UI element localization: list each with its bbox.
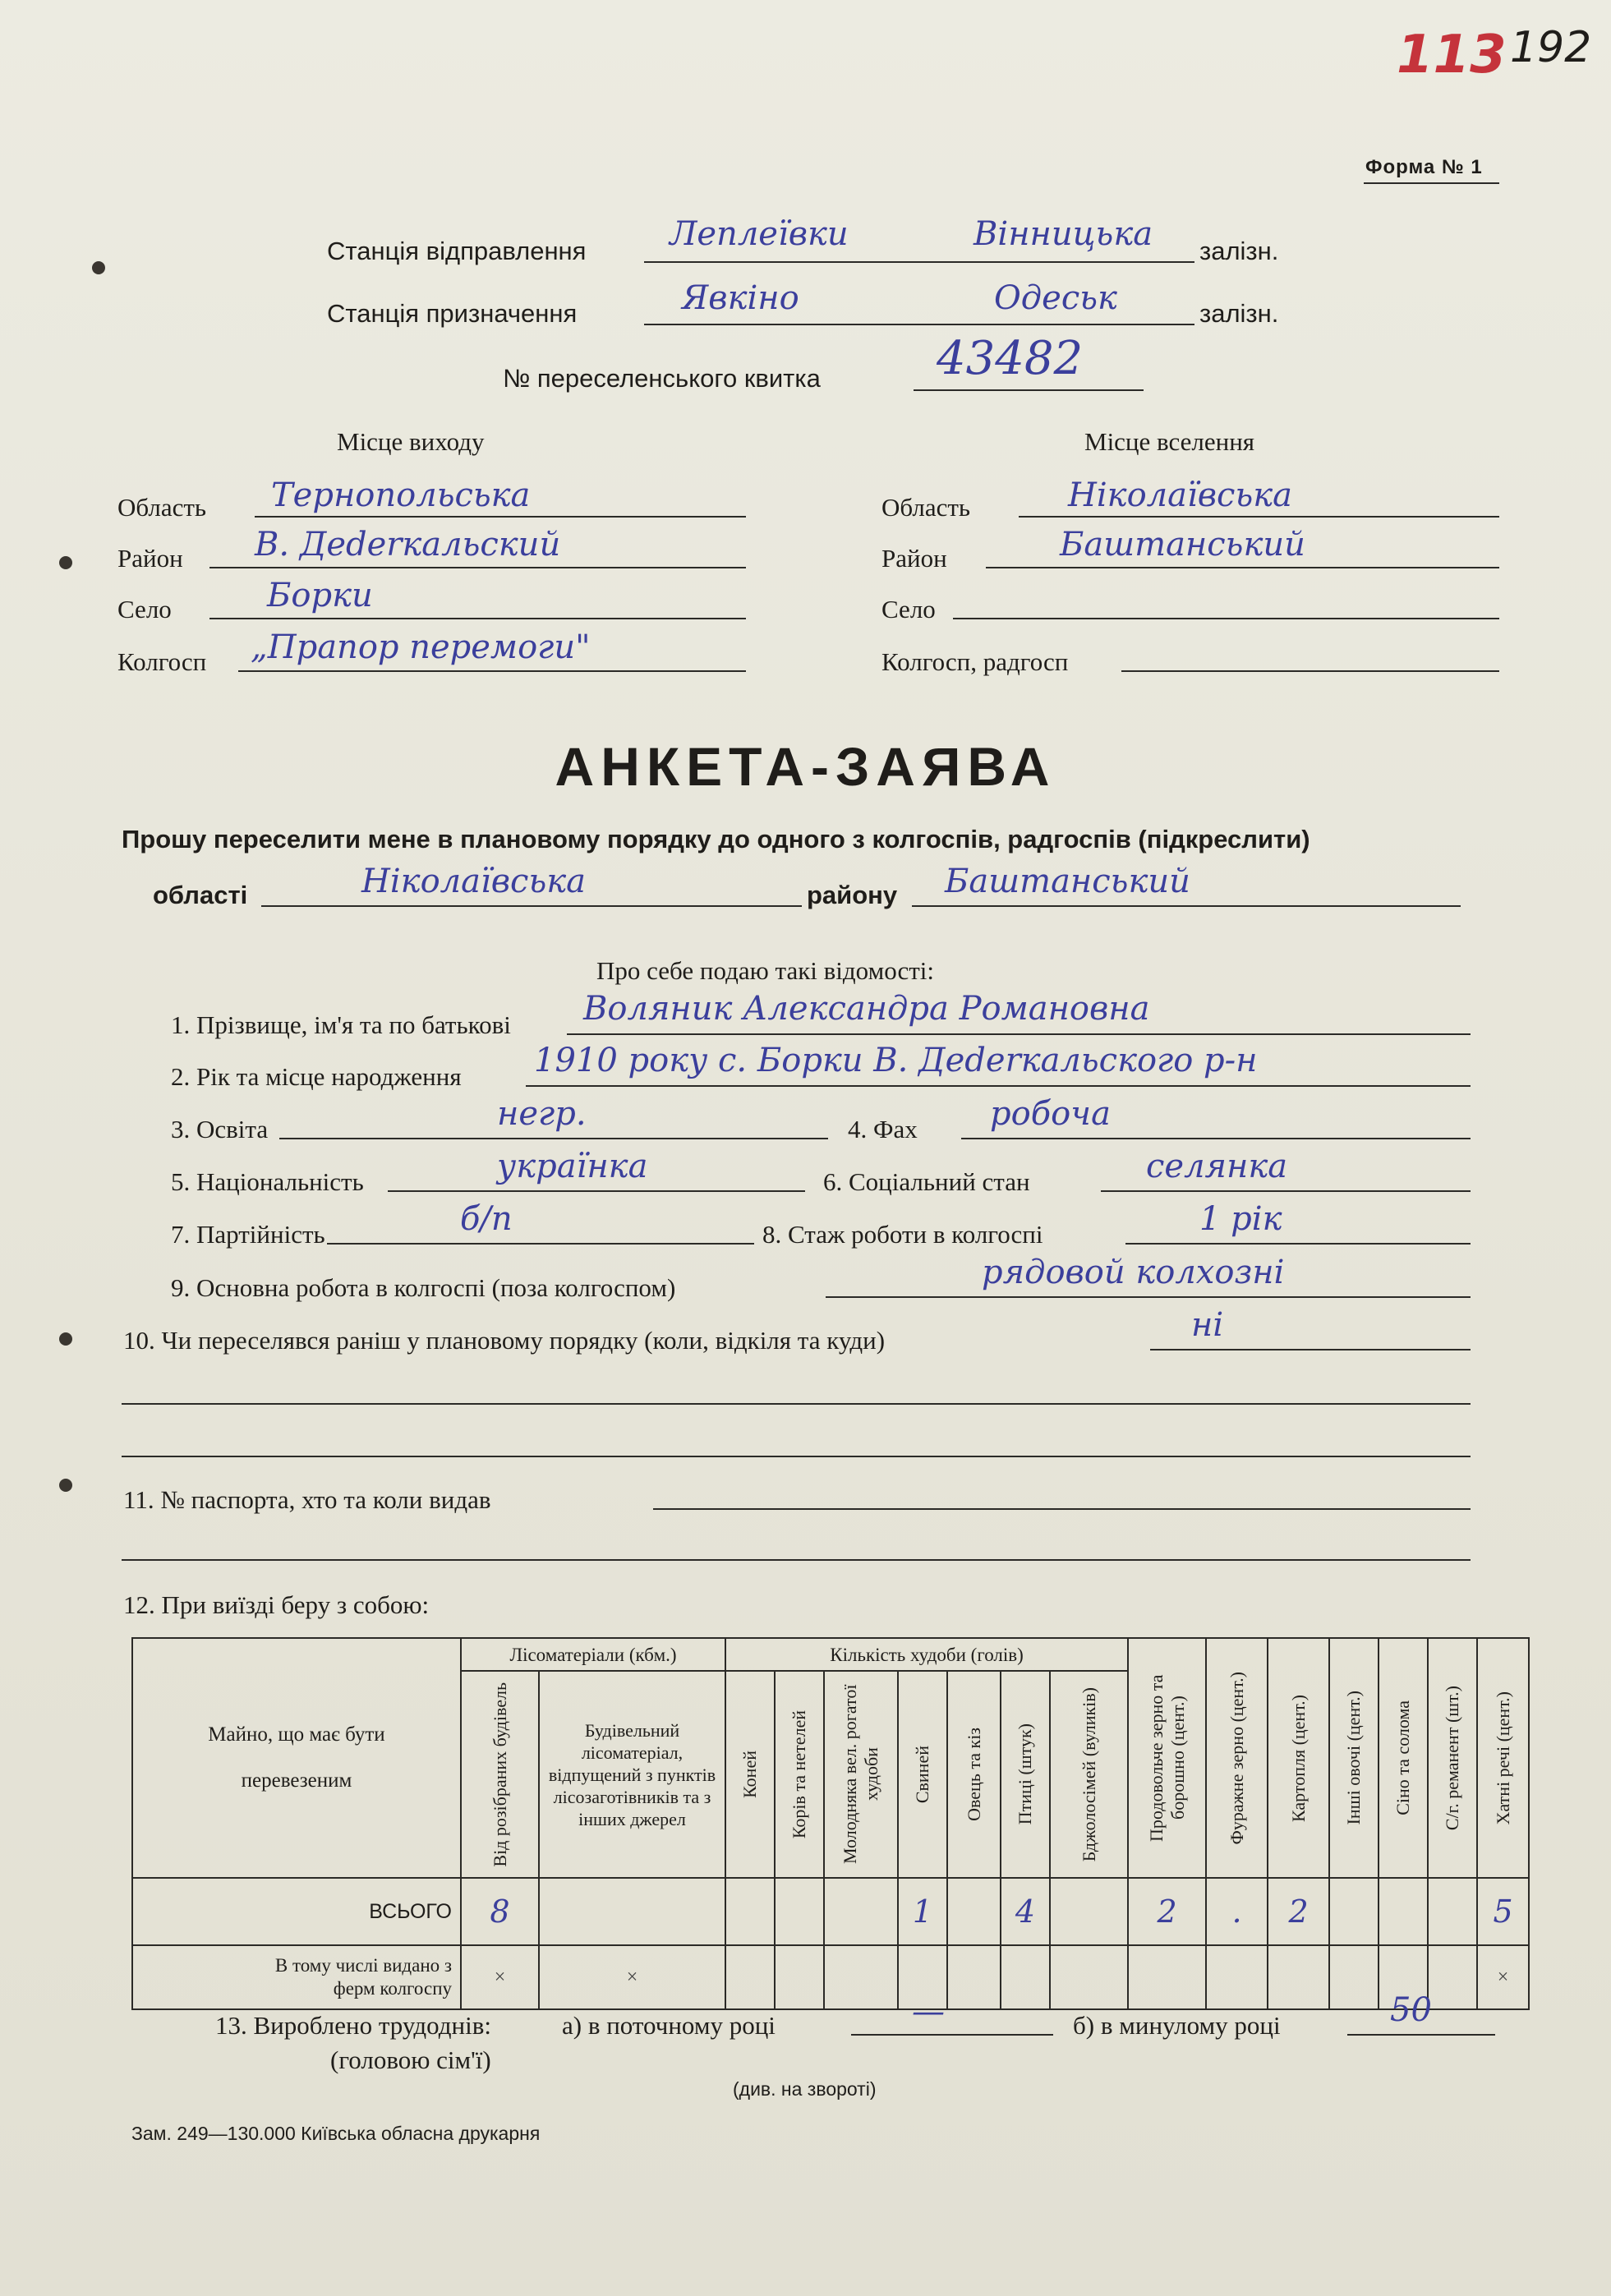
col-header-text: Продовольче зерно та борошно (цент.) [1145,1674,1188,1842]
col-header [1477,1638,1529,1878]
destination-selo-label: Село [881,595,936,623]
table-cell [1329,1878,1379,1945]
punch-hole [59,1332,72,1346]
col-header [824,1671,898,1878]
group-timber-header [461,1638,725,1671]
field-1-line [567,1033,1471,1035]
field-7-line [327,1243,754,1245]
request-raion-label: району [807,881,898,909]
table-row-farm [132,1945,1529,2009]
table-cell [539,1878,725,1945]
table-cell [947,1878,1001,1945]
col-header-text: Фуражне зерно (цент.) [1226,1671,1247,1845]
railway-suffix: залізн. [1199,237,1279,265]
table-cell [824,1878,898,1945]
field-5-line [388,1190,805,1192]
origin-selo-line [209,618,746,619]
field-4-value: робоча [990,1095,1111,1133]
table-cell: 2 [1268,1878,1329,1945]
field-2-label: 2. Рік та місце народження [171,1062,462,1091]
col-header-text: Свиней [912,1745,933,1804]
field-11-extra-line [122,1559,1471,1561]
request-oblast-line [261,905,802,907]
col-header-text: Від розібраних будівель [489,1682,510,1867]
form-number-underline [1364,182,1499,184]
workdays-current-line [851,2034,1053,2036]
field-2-value: 1910 року с. Борки В. Деderкальского р-н [534,1042,1258,1079]
table-cell: . [1206,1878,1268,1945]
destination-raion-label: Район [881,544,947,573]
punch-hole [59,1479,72,1492]
field-9-label: 9. Основна робота в колгоспі (поза колгоспом) [171,1273,676,1302]
intro-text: Про себе подаю такі відомості: [596,956,935,985]
origin-kolhosp-value: „Прапор перемоги" [251,628,591,666]
destination-oblast-line [1019,516,1499,518]
field-10-label: 10. Чи переселявся раніш у плановому порядку (коли, відкіля та куди) [123,1326,886,1355]
table-cell [1050,1878,1128,1945]
table-cell [775,1878,824,1945]
table-cell [1128,1945,1206,2009]
field-6-label: 6. Соціальний стан [823,1167,1030,1196]
table-cell: 5 [1477,1878,1529,1945]
railway-suffix: залізн. [1199,299,1279,328]
col-header [725,1671,775,1878]
field-4-label: 4. Фах [848,1115,918,1143]
punch-hole [59,556,72,569]
origin-raion-value: В. Деderкальский [255,526,561,564]
origin-raion-label: Район [117,544,183,573]
workdays-current-label: а) в поточному році [562,2011,776,2040]
col-header [1206,1638,1268,1878]
destination-oblast-label: Область [881,493,971,522]
col-header [775,1671,824,1878]
origin-oblast-label: Область [117,493,207,522]
col-header [539,1671,725,1878]
table-cell [725,1878,775,1945]
col-header [1379,1638,1428,1878]
request-text: Прошу переселити мене в плановому порядку до одного з колгоспів, радгоспів (підкреслити) [122,825,1310,854]
workdays-last-value: 50 [1390,1991,1432,2029]
departure-station-label: Станція відправлення [327,237,587,265]
request-oblast-value: Ніколаївська [361,863,586,900]
field-1-value: Воляник Александра Романовна [583,990,1150,1028]
table-cell [1001,1945,1050,2009]
col-header-text: Овець та кіз [963,1728,984,1821]
field-7-label: 7. Партійність [171,1220,325,1249]
table-cell [947,1945,1001,2009]
table-cell: × [461,1945,539,2009]
field-8-line [1125,1243,1471,1245]
field-3-label: 3. Освіта [171,1115,269,1143]
field-9-value: рядовой колхозні [982,1254,1285,1291]
table-cell [1379,1878,1428,1945]
printer-note: Зам. 249—130.000 Київська обласна друкарня [131,2123,541,2144]
col-header-text: Птиці (штук) [1015,1723,1036,1825]
field-6-value: селянка [1146,1148,1288,1185]
field-10-value: ні [1191,1306,1224,1344]
field-2-line [526,1085,1471,1087]
request-raion-line [912,905,1461,907]
table-cell [1050,1945,1128,2009]
destination-railway-value: Одеськ [994,279,1117,317]
field-5-value: українка [497,1148,648,1185]
workdays-label: 13. Вироблено трудоднів: [215,2011,492,2040]
workdays-current-value: — [912,1993,945,2031]
destination-selo-line [953,618,1499,619]
col-header-text: Корів та нетелей [789,1709,810,1839]
col-header-text: С/г. реманент (шт.) [1442,1685,1463,1831]
origin-oblast-line [255,516,746,518]
field-11-line [653,1508,1471,1510]
col-header-text: Будівельний лісоматеріал, відпущений з пунктів лісозаготівників та з інших джерел [548,1719,716,1829]
col-header [1001,1671,1050,1878]
origin-title: Місце виходу [337,427,485,456]
table-row-total [132,1878,1529,1945]
archive-number-red: 113 [1397,25,1507,85]
row-total-label: ВСЬОГО [132,1878,461,1945]
col-header [1128,1638,1206,1878]
destination-station-line [644,324,1194,325]
table-cell: 1 [898,1878,947,1945]
table-cell: 8 [461,1878,539,1945]
field-10-line [1150,1349,1471,1350]
col-header-text: Інші овочі (цент.) [1343,1691,1365,1825]
field-4-line [961,1138,1471,1139]
table-cell [1268,1945,1329,2009]
document-title: АНКЕТА-ЗАЯВА [555,736,1056,797]
field-10-extra-line [122,1456,1471,1457]
destination-raion-line [986,567,1499,568]
field-3-value: негр. [497,1095,587,1133]
group-timber-text: Лісоматеріали (кбм.) [509,1644,677,1665]
departure-station-line [644,261,1194,263]
destination-station-value: Явкіно [682,279,799,317]
destination-station-label: Станція призначення [327,299,578,328]
col-header [1268,1638,1329,1878]
field-8-label: 8. Стаж роботи в колгоспі [762,1220,1043,1249]
origin-kolhosp-line [238,670,746,672]
workdays-last-line [1347,2034,1495,2036]
table-cell: × [1477,1945,1529,2009]
field-6-line [1101,1190,1471,1192]
destination-raion-value: Баштанський [1060,526,1305,564]
punch-hole [92,261,105,274]
field-3-line [279,1138,828,1139]
group-livestock-text: Кількість худоби (голів) [830,1644,1024,1665]
ticket-number: 43482 [937,332,1084,385]
destination-title: Місце вселення [1084,427,1255,456]
workdays-sub: (головою сім'ї) [330,2045,491,2074]
field-10-extra-line [122,1403,1471,1405]
ticket-line [914,389,1144,391]
col-header [461,1671,539,1878]
archive-number-black: 192 [1510,23,1592,72]
table-cell [1428,1878,1477,1945]
departure-railway-value: Вінницька [974,215,1153,253]
ticket-label: № переселенського квитка [503,364,821,393]
col-header-text: Коней [739,1751,761,1798]
field-7-value: б/п [460,1200,513,1238]
origin-selo-value: Борки [267,577,373,614]
request-oblast-label: області [153,881,248,909]
table-cell [1206,1945,1268,2009]
field-8-value: 1 рік [1199,1200,1282,1238]
col-header-text: Бджолосімей (вуликів) [1078,1686,1099,1862]
col-header-text: Молодняка вел. рогатої худоби [840,1684,882,1865]
form-number: Форма № 1 [1365,156,1483,178]
workdays-last-label: б) в минулому році [1073,2011,1281,2040]
col-property-text: Майно, що має бути перевезеним [208,1723,385,1792]
field-12-label: 12. При виїзді беру з собою: [123,1590,430,1619]
table-cell: 4 [1001,1878,1050,1945]
table-cell [824,1945,898,2009]
departure-station-value: Леплеївки [670,215,849,253]
table-cell: 2 [1128,1878,1206,1945]
col-property-header [132,1638,461,1878]
origin-selo-label: Село [117,595,172,623]
col-header-text: Картопля (цент.) [1287,1694,1309,1822]
property-table [131,1637,1530,2010]
destination-oblast-value: Ніколаївська [1068,476,1292,514]
request-raion-value: Баштанський [945,863,1190,900]
destination-kolhosp-label: Колгосп, радгосп [881,647,1069,676]
field-1-label: 1. Прізвище, ім'я та по батькові [171,1010,511,1039]
see-back-note: (див. на звороті) [733,2078,877,2100]
table-cell [725,1945,775,2009]
destination-kolhosp-line [1121,670,1499,672]
table-cell: × [539,1945,725,2009]
origin-raion-line [209,567,746,568]
origin-kolhosp-label: Колгосп [117,647,207,676]
col-header [1329,1638,1379,1878]
row-farm-label: В тому числі видано з ферм колгоспу [132,1945,461,2009]
col-header [898,1671,947,1878]
origin-oblast-value: Тернопольська [271,476,531,514]
field-5-label: 5. Національність [171,1167,364,1196]
table-cell [1428,1945,1477,2009]
col-header-text: Хатні речі (цент.) [1492,1691,1513,1825]
col-header [1428,1638,1477,1878]
field-11-label: 11. № паспорта, хто та коли видав [123,1485,491,1514]
field-9-line [826,1296,1471,1298]
group-livestock-header [725,1638,1128,1671]
table-cell [775,1945,824,2009]
col-header-text: Сіно та солома [1392,1700,1414,1815]
table-cell [1329,1945,1379,2009]
col-header [947,1671,1001,1878]
col-header [1050,1671,1128,1878]
